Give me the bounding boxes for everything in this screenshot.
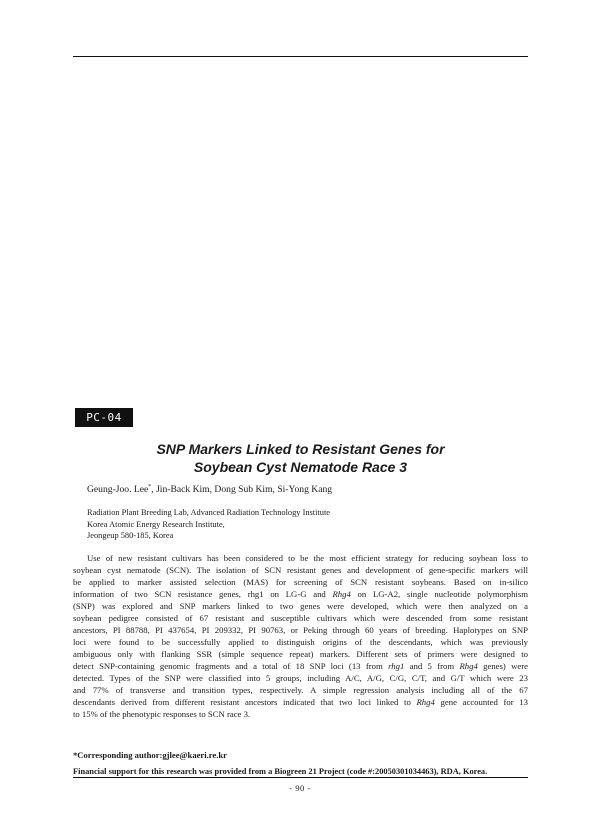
abstract-text: Use of new resistant cultivars has been considered to be the most efficient strategy for reducing soybean loss to [87, 553, 528, 563]
other-authors: , Jin-Back Kim, Dong Sub Kim, Si-Yong Kang [151, 484, 333, 495]
title-line-2: Soybean Cyst Nematode Race 3 [193, 459, 408, 475]
title-line-1: SNP Markers Linked to Resistant Genes for [156, 441, 445, 457]
funding-note: Financial support for this research was provided from a Biogreen 21 Project (code #:20050301034463), RDA, Korea. [73, 767, 488, 776]
first-author: Geung-Joo. Lee [87, 484, 149, 495]
abstract-text: to 15% of the phenotypic responses to SCN race 3. [73, 709, 251, 719]
abstract-text: genes) were [477, 661, 529, 671]
top-rule [73, 56, 528, 57]
abstract-text: be applied to marker assisted selection (MAS) for screening of SCN resistant soybeans. Based on in-silico [73, 577, 528, 587]
abstract-line [73, 672, 528, 684]
abstract-line [73, 576, 528, 588]
abstract-line [73, 660, 528, 672]
abstract-line [73, 552, 528, 564]
affiliation-line: Korea Atomic Energy Research Institute, [87, 519, 225, 529]
abstract-text: (SNP) was explored and SNP markers linked to two genes were developed, which were then analyzed on a [73, 601, 528, 611]
gene-name: Rhg4 [459, 661, 478, 671]
session-badge: PC-04 [75, 408, 133, 427]
gene-name: rhg1 [388, 661, 405, 671]
gene-name: Rhg4 [416, 697, 435, 707]
abstract-text: and 5 from [404, 661, 460, 671]
abstract-text: gene accounted for 13 [434, 697, 528, 707]
abstract-line [73, 624, 528, 636]
abstract-text: descendants derived from different resistant ancestors indicated that two loci linked to [73, 697, 417, 707]
abstract-text: soybean cyst nematode (SCN). The isolation of SCN resistant genes and development of gene-specific markers will [73, 565, 528, 575]
gene-name: Rhg4 [332, 589, 351, 599]
bottom-rule [73, 777, 528, 778]
author-list [87, 484, 527, 496]
affiliation-line: Radiation Plant Breeding Lab, Advanced Radiation Technology Institute [87, 508, 331, 517]
abstract-body [73, 552, 528, 720]
abstract-text: detect SNP-containing genomic fragments and a total of 18 SNP loci (13 from [73, 661, 389, 671]
abstract-text: soybean pedigree consisted of 67 resistant and susceptible cultivars which were descended from some resistant [73, 613, 528, 623]
abstract-text: ancestors, PI 88788, PI 437654, PI 209332, PI 90763, or Peking through 60 years of breeding. Haplotypes on SNP [73, 625, 528, 635]
affiliation-block [87, 507, 507, 542]
abstract-text: information of two SCN resistance genes, rhg1 on LG-G and [73, 589, 333, 599]
abstract-line [73, 684, 528, 696]
corresponding-author: *Corresponding author:gjlee@kaeri.re.kr [73, 750, 227, 760]
affiliation-line: Jeongeup 580-185, Korea [87, 531, 174, 541]
abstract-line [73, 588, 528, 600]
abstract-line [73, 612, 528, 624]
abstract-line [73, 600, 528, 612]
abstract-text: loci were found to be successfully applied to distinguish origins of the descendants, which was previously [73, 637, 528, 647]
abstract-line [73, 564, 528, 576]
abstract-text: detected. Types of the SNP were classified into 5 groups, including A/C, A/G, C/G, C/T, and G/T which were 23 [73, 673, 528, 683]
abstract-line [73, 708, 528, 720]
paper-title [73, 440, 528, 476]
abstract-line [73, 648, 528, 660]
abstract-text: and 77% of transverse and transition types, respectively. A simple regression analysis including all of the 67 [73, 685, 528, 695]
abstract-line [73, 696, 528, 708]
abstract-text: ambiguous only with flanking SSR (simple sequence repeat) markers. Different sets of primers were designed to [73, 649, 528, 659]
abstract-line [73, 636, 528, 648]
page-number: - 90 - [289, 783, 311, 793]
abstract-text: on LG-A2, single nucleotide polymorphism [350, 589, 528, 599]
corresponding-mark: * [148, 483, 152, 490]
